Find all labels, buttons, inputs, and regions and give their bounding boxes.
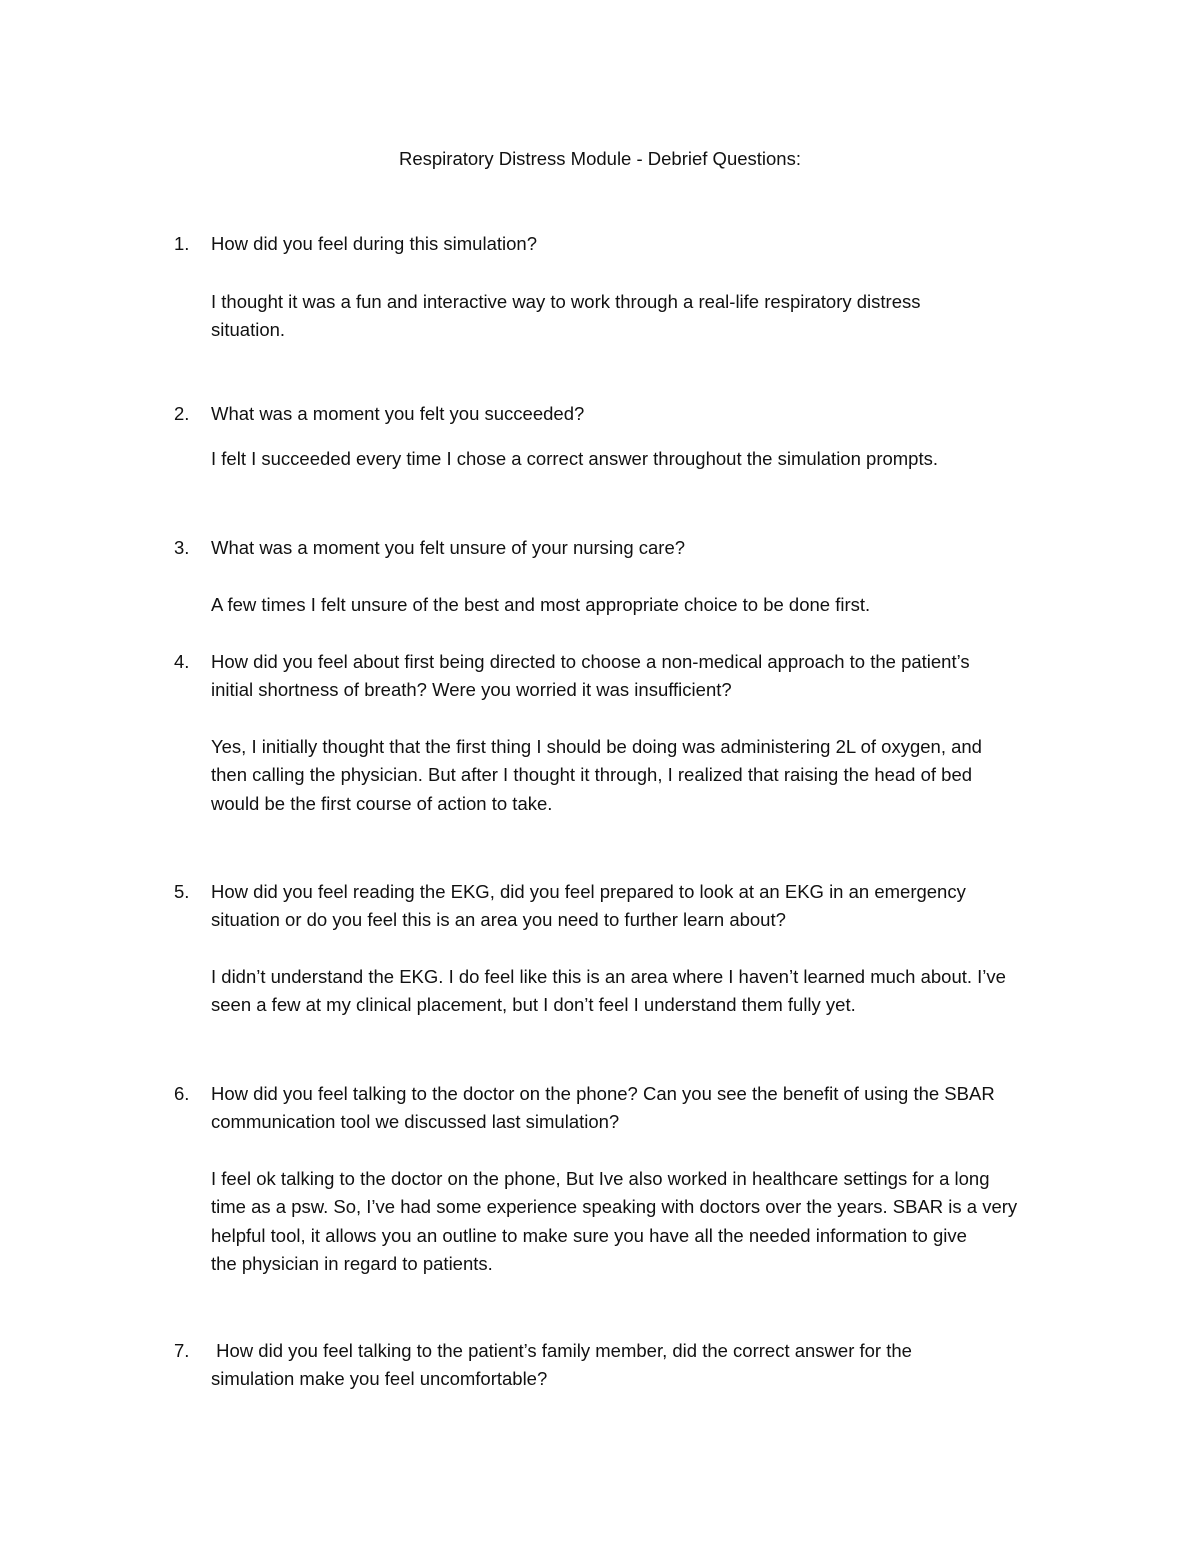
question-5-text-line-2: situation or do you feel this is an area you need to further learn about? (211, 909, 786, 930)
question-2-text: What was a moment you felt you succeeded? (211, 403, 585, 424)
question-5-text-line-1: How did you feel reading the EKG, did you feel prepared to look at an EKG in an emergency (211, 881, 966, 902)
question-7-number: 7. (174, 1340, 190, 1361)
question-7-text-line-2: simulation make you feel uncomfortable? (211, 1368, 548, 1389)
question-1-text: How did you feel during this simulation? (211, 233, 537, 254)
answer-1-line-1: I thought it was a fun and interactive way to work through a real-life respiratory distress (211, 291, 921, 312)
answer-6-line-2: time as a psw. So, I’ve had some experience speaking with doctors over the years. SBAR is a very (211, 1196, 1018, 1217)
answer-1-line-2: situation. (211, 319, 286, 340)
question-5-number: 5. (174, 881, 190, 902)
question-7-text-line-1: How did you feel talking to the patient’s family member, did the correct answer for the (211, 1340, 912, 1361)
question-6-text-line-2: communication tool we discussed last simulation? (211, 1111, 620, 1132)
answer-4-line-1: Yes, I initially thought that the first thing I should be doing was administering 2L of oxygen, and (211, 736, 982, 757)
question-6-text-line-1: How did you feel talking to the doctor on the phone? Can you see the benefit of using the SBAR (211, 1083, 995, 1104)
answer-6-line-3: helpful tool, it allows you an outline to make sure you have all the needed information to give (211, 1225, 967, 1246)
answer-6-line-1: I feel ok talking to the doctor on the phone, But Ive also worked in healthcare settings for a long (211, 1168, 990, 1189)
answer-3-line-1: A few times I felt unsure of the best and most appropriate choice to be done first. (211, 594, 871, 615)
answer-4-line-3: would be the first course of action to take. (211, 793, 553, 814)
question-4-text-line-2: initial shortness of breath? Were you worried it was insufficient? (211, 679, 732, 700)
question-3-number: 3. (174, 537, 190, 558)
question-6-number: 6. (174, 1083, 190, 1104)
answer-5-line-2: seen a few at my clinical placement, but I don’t feel I understand them fully yet. (211, 994, 856, 1015)
document-title: Respiratory Distress Module - Debrief Questions: (398, 148, 801, 169)
answer-4-line-2: then calling the physician. But after I thought it through, I realized that raising the head of bed (211, 764, 973, 785)
question-3-text: What was a moment you felt unsure of your nursing care? (211, 537, 686, 558)
answer-2-line-1: I felt I succeeded every time I chose a correct answer throughout the simulation prompts. (211, 448, 938, 469)
question-4-text-line-1: How did you feel about first being directed to choose a non-medical approach to the patient’s (211, 651, 970, 672)
answer-6-line-4: the physician in regard to patients. (211, 1253, 493, 1274)
answer-5-line-1: I didn’t understand the EKG. I do feel like this is an area where I haven’t learned much about. I’ve (211, 966, 1006, 987)
question-2-number: 2. (174, 403, 190, 424)
question-1-number: 1. (174, 233, 190, 254)
question-4-number: 4. (174, 651, 190, 672)
